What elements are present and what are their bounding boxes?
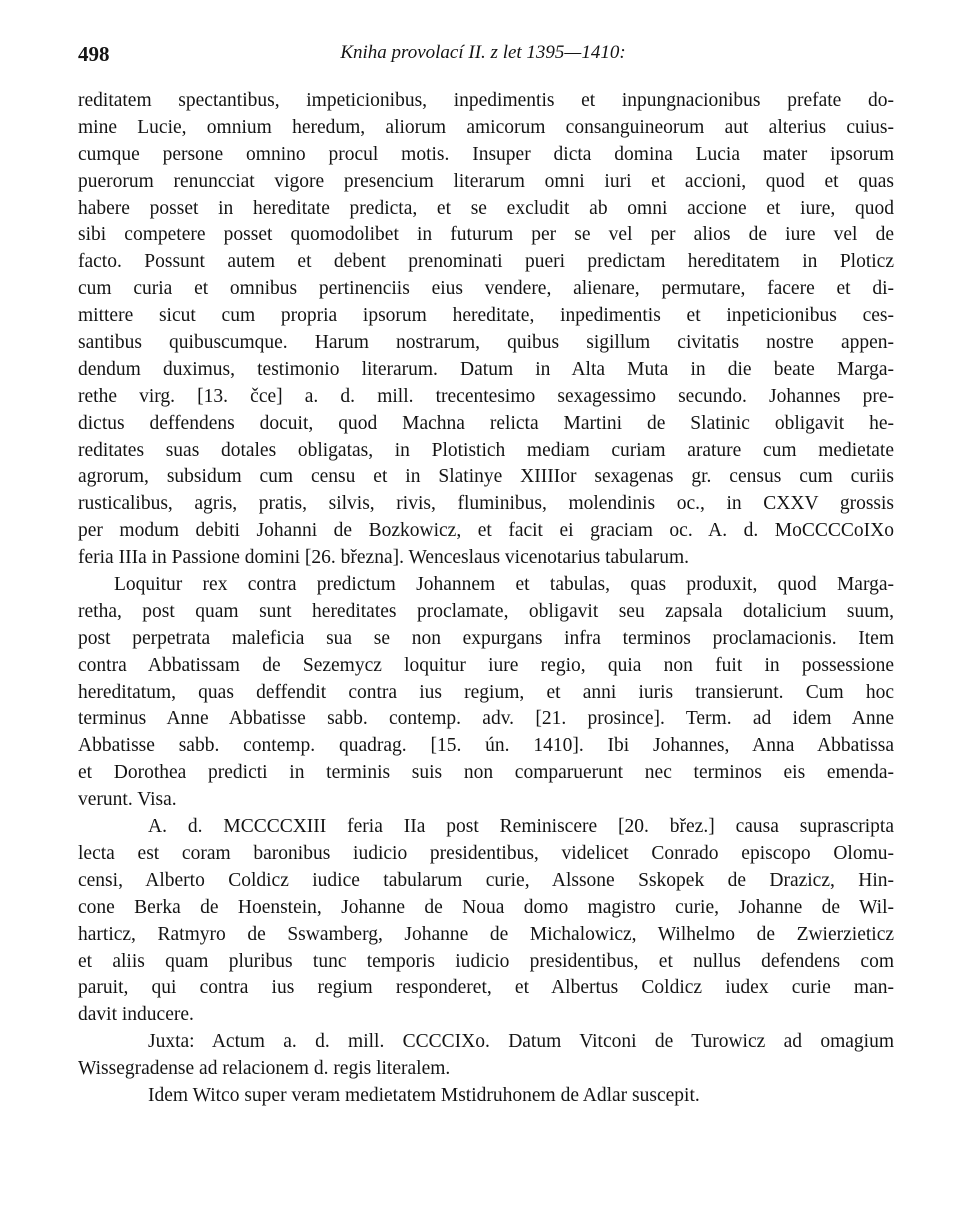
- text-line: verunt. Visa.: [78, 789, 177, 811]
- text-line: censi, Alberto Coldicz iudice tabularum curie, Alssone Sskopek de Drazicz, Hin-: [78, 869, 894, 891]
- text-line: et Dorothea predicti in terminis suis non comparuerunt nec terminos eis emenda-: [78, 762, 894, 784]
- text-line: rusticalibus, agris, pratis, silvis, rivis, fluminibus, molendinis oc., in CXXV grossis: [78, 493, 894, 515]
- text-line: post perpetrata maleficia sua se non expurgans infra terminos proclamacionis. Item: [78, 627, 894, 649]
- text-line: mittere sicut cum propria ipsorum hereditate, inpedimentis et inpeticionibus ces-: [78, 305, 894, 327]
- text-line: terminus Anne Abbatisse sabb. contemp. adv. [21. prosince]. Term. ad idem Anne: [78, 708, 894, 730]
- text-line: A. d. MCCCCXIII feria IIa post Reminiscere [20. břez.] causa suprascripta: [148, 816, 894, 838]
- text-line: lecta est coram baronibus iudicio presidentibus, videlicet Conrado episcopo Olomu-: [78, 842, 894, 864]
- page-number: 498: [78, 42, 110, 66]
- text-line: Juxta: Actum a. d. mill. CCCCIXo. Datum Vitconi de Turowicz ad omagium: [148, 1031, 894, 1053]
- text-line: santibus quibuscumque. Harum nostrarum, quibus sigillum civitatis nostre appen-: [78, 332, 894, 354]
- text-line: rethe virg. [13. čce] a. d. mill. trecentesimo sexagessimo secundo. Johannes pre-: [78, 385, 894, 407]
- text-line: agrorum, subsidum cum censu et in Slatinye XIIIIor sexagenas gr. census cum curiis: [78, 466, 894, 488]
- text-line: facto. Possunt autem et debent prenominati pueri predictam hereditatem in Ploticz: [78, 251, 894, 273]
- text-line: puerorum renuncciat vigore presencium literarum omni iuri et accioni, quod et quas: [78, 170, 894, 192]
- text-line: paruit, qui contra ius regium responderet, et Albertus Coldicz iudex curie man-: [78, 977, 894, 999]
- body-text: [78, 88, 894, 1110]
- page-header: [78, 42, 888, 72]
- text-line: sibi competere posset quomodolibet in futurum per se vel per alios de iure vel de: [78, 224, 894, 246]
- text-line: cumque persone omnino procul motis. Insuper dicta domina Lucia mater ipsorum: [78, 143, 894, 165]
- text-line: Loquitur rex contra predictum Johannem et tabulas, quas produxit, quod Marga-: [114, 574, 894, 596]
- text-line: et aliis quam pluribus tunc temporis iudicio presidentibus, et nullus defendens com: [78, 950, 894, 972]
- text-line: contra Abbatissam de Sezemycz loquitur iure regio, quia non fuit in possessione: [78, 654, 894, 676]
- text-line: mine Lucie, omnium heredum, aliorum amicorum consanguineorum aut alterius cuius-: [78, 116, 894, 138]
- text-line: davit inducere.: [78, 1004, 194, 1026]
- text-line: retha, post quam sunt hereditates proclamate, obligavit seu zapsala dotalicium suum,: [78, 600, 894, 622]
- text-line: feria IIIa in Passione domini [26. března]. Wenceslaus vicenotarius tabularum.: [78, 547, 690, 569]
- text-line: dendum duximus, testimonio literarum. Datum in Alta Muta in die beate Marga-: [78, 358, 894, 380]
- text-line: cum curia et omnibus pertinenciis eius vendere, alienare, permutare, facere et di-: [78, 278, 894, 300]
- text-line: reditates suas dotales obligatas, in Plotistich mediam curiam arature cum medietate: [78, 439, 894, 461]
- running-title: Kniha provolací II. z let 1395—1410:: [340, 42, 626, 63]
- text-line: per modum debiti Johanni de Bozkowicz, et facit ei graciam oc. A. d. MoCCCCoIXo: [78, 520, 894, 542]
- text-line: cone Berka de Hoenstein, Johanne de Noua domo magistro curie, Johanne de Wil-: [78, 896, 894, 918]
- text-line: Wissegradense ad relacionem d. regis literalem.: [78, 1058, 451, 1080]
- text-line: habere posset in hereditate predicta, et se excludit ab omni accione et iure, quod: [78, 197, 894, 219]
- text-line: Idem Witco super veram medietatem Mstidruhonem de Adlar suscepit.: [148, 1084, 700, 1106]
- text-line: Abbatisse sabb. contemp. quadrag. [15. ún. 1410]. Ibi Johannes, Anna Abbatissa: [78, 735, 894, 757]
- text-line: harticz, Ratmyro de Sswamberg, Johanne de Michalowicz, Wilhelmo de Zwierzieticz: [78, 923, 894, 945]
- text-line: reditatem spectantibus, impeticionibus, inpedimentis et inpungnacionibus prefate do-: [78, 90, 894, 111]
- text-line: hereditatum, quas deffendit contra ius regium, et anni iuris transierunt. Cum hoc: [78, 681, 894, 703]
- text-line: dictus deffendens docuit, quod Machna relicta Martini de Slatinic obligavit he-: [78, 412, 894, 434]
